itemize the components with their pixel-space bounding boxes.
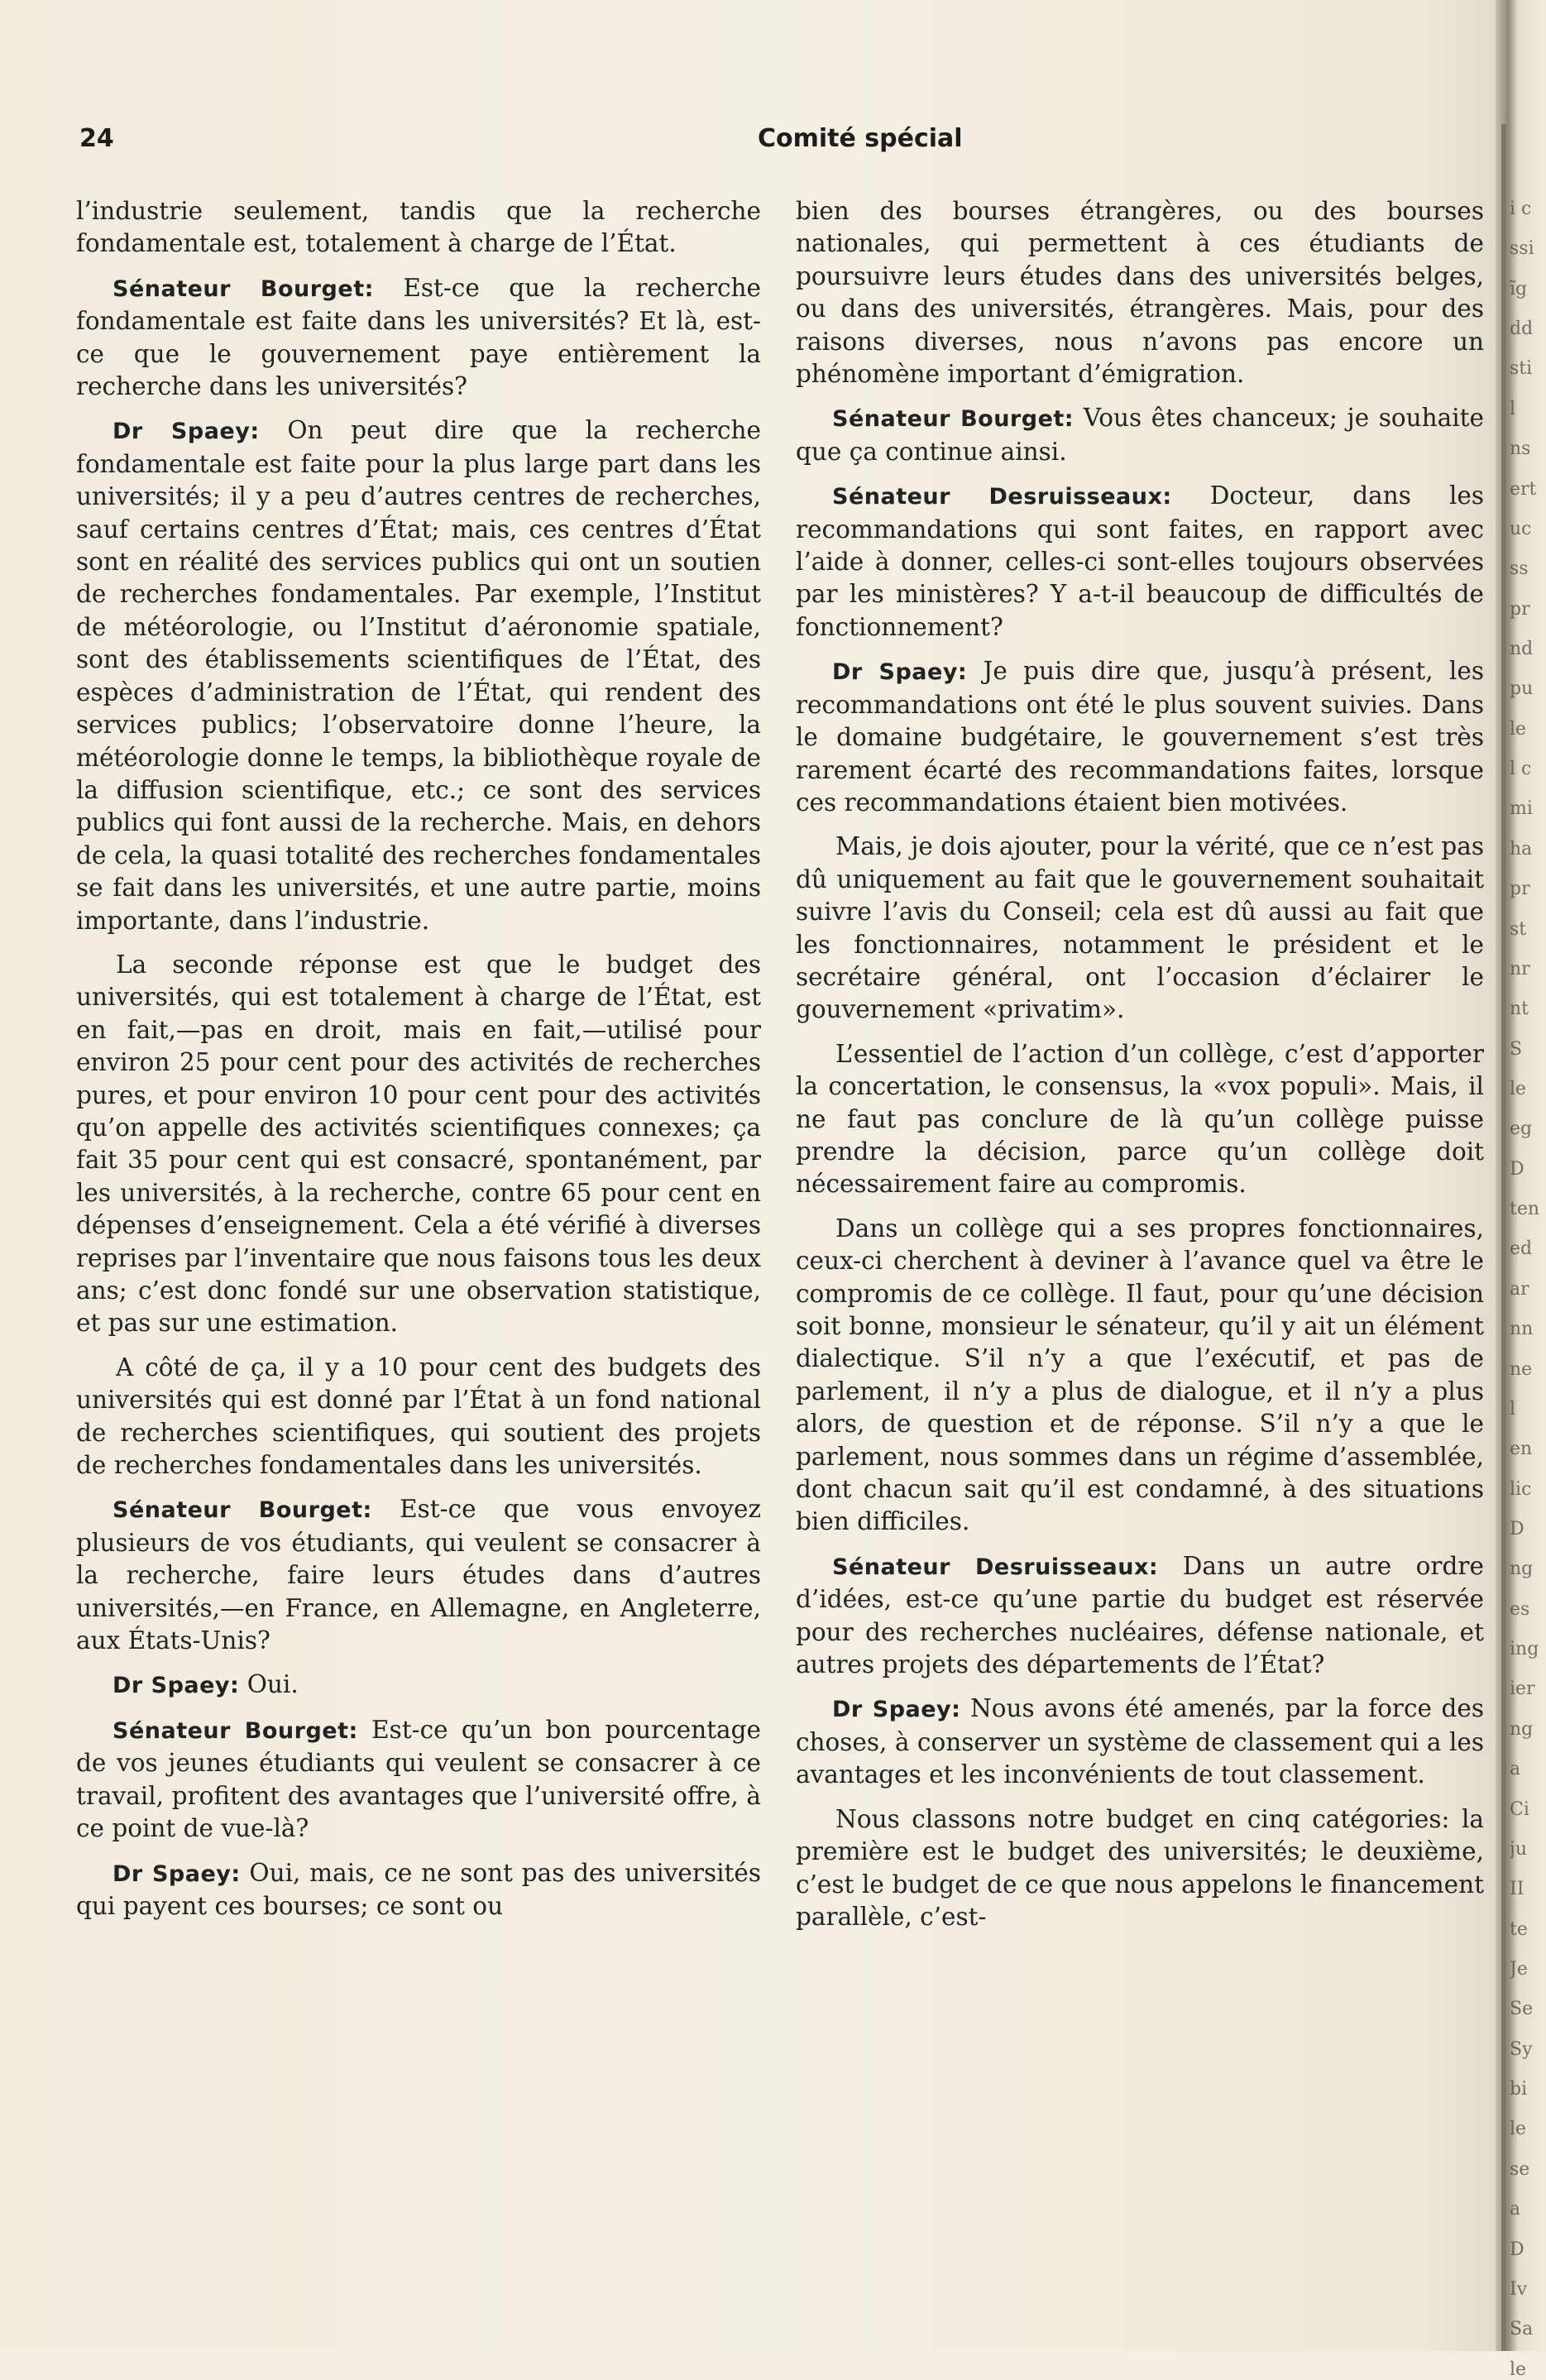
paragraph-text: A côté de ça, il y a 10 pour cent des budgets des universités qui est donné par l’État à un fond national de recherches scientifiques, qui soutient des projets de recherches fondamentales dans les universités. <box>76 1353 761 1480</box>
binding-fragment: le <box>1510 1079 1527 1099</box>
binding-fragment: ss <box>1510 558 1529 580</box>
speaker-name: Dr Spaey: <box>112 419 260 445</box>
left-column <box>76 195 761 1934</box>
running-title: Comité spécial <box>758 124 963 153</box>
page-edge-shadow <box>1501 124 1506 2351</box>
paragraph <box>76 272 761 404</box>
binding-fragment: ju <box>1510 1838 1527 1860</box>
binding-fragment: ert <box>1510 478 1537 500</box>
paragraph <box>796 402 1484 468</box>
speaker-name: Dr Spaey: <box>112 1860 241 1887</box>
binding-fragment: Sy <box>1510 2038 1533 2060</box>
binding-fragment: lic <box>1510 1478 1532 1500</box>
paragraph-text: Dans un autre ordre d’idées, est-ce qu’une partie du budget est réservée pour des recherches nucléaires, défense nationale, et autres projets des départements de l’État? <box>796 1551 1484 1679</box>
paragraph-text: Vous êtes chanceux; je souhaite que ça continue ainsi. <box>796 404 1484 466</box>
paragraph-text: Est-ce que la recherche fondamentale est faite dans les universités? Et là, est-ce que le gouvernement paye entièrement la recherche dans les universités? <box>76 273 761 401</box>
speaker-name: Dr Spaey: <box>832 659 968 686</box>
binding-fragment: sti <box>1510 358 1533 380</box>
binding-fragment: l <box>1510 1398 1516 1420</box>
speaker-name: Sénateur Bourget: <box>112 275 374 302</box>
paragraph <box>796 1038 1484 1201</box>
binding-fragment: se <box>1510 2158 1530 2180</box>
paragraph-text: Est-ce que vous envoyez plusieurs de vos étudiants, qui veulent se consacrer à la recherche, faire leurs études dans d’autres universités,—en France, en Allemagne, en Angleterre, aux États-Unis? <box>76 1495 761 1655</box>
paragraph-text: Je puis dire que, jusqu’à présent, les recommandations ont été le plus souvent suivies. Dans le domaine budgétaire, le gouvernement s’est très rarement écarté des recommandations faites, lorsque ces recommandations étaient bien motivées. <box>796 657 1484 816</box>
paragraph-text: Oui, mais, ce ne sont pas des universités qui payent ces bourses; ce sont ou <box>76 1858 761 1920</box>
binding-fragment: D <box>1510 2239 1524 2260</box>
paragraph-text: Docteur, dans les recommandations qui sont faites, en rapport avec l’aide à donner, celles-ci sont-elles toujours observées par les ministères? Y a-t-il beaucoup de difficultés de fonctionnement? <box>796 481 1484 641</box>
speaker-name: Dr Spaey: <box>112 1673 240 1699</box>
binding-fragment: D <box>1510 1158 1524 1180</box>
binding-fragment: Se <box>1510 1999 1534 2020</box>
paragraph <box>76 1714 761 1846</box>
paragraph <box>76 1857 761 1923</box>
binding-fragment: ng <box>1510 1718 1534 1740</box>
binding-fragment: nt <box>1510 998 1529 1020</box>
paragraph <box>76 1493 761 1657</box>
binding-fragment: mi <box>1510 798 1533 820</box>
paragraph-text: On peut dire que la recherche fondamentale est faite pour la plus large part dans les universités; il y a peu d’autres centres de recherches, sauf certains centres d’État; mais, ces centres d’État sont en réalité des services publics qui ont un soutien de recherches fondamentales. Par exemple, l’Institut de météorologie, ou l’Institut d’aéronomie spatiale, sont des établissements scientifiques de l’État, des espèces d’administration de l’État, qui rendent des services publics; l’observatoire donne l’heure, la météorologie donne le temps, la bibliothèque royale de la diffusion scientifique, etc.; ce sont des services publics qui font aussi de la recherche. Mais, en dehors de cela, la quasi totalité des recherches fondamentales se fait dans les universités, et une autre partie, moins importante, dans l’industrie. <box>76 416 761 935</box>
binding-fragment: Iv <box>1510 2278 1528 2300</box>
binding-fragment: Sa <box>1510 2319 1534 2340</box>
binding-fragment: Ci <box>1510 1798 1529 1820</box>
paragraph-text: Nous avons été amenés, par la force des choses, à conserver un système de classement qui a les avantages et les inconvénients de tout classement. <box>796 1694 1484 1789</box>
binding-fragment: bi <box>1510 2079 1528 2100</box>
binding-fragment: dd <box>1510 318 1534 340</box>
binding-fragment: le <box>1510 2358 1527 2380</box>
binding-fragment: D <box>1510 1519 1524 1540</box>
paragraph <box>796 1693 1484 1791</box>
binding-fragment: a <box>1510 1759 1521 1780</box>
paragraph <box>76 195 761 261</box>
paragraph <box>796 195 1484 390</box>
binding-fragment: Je <box>1510 1959 1528 1980</box>
paragraph <box>796 1550 1484 1682</box>
paragraph-text: La seconde réponse est que le budget des universités, qui est totalement à charge de l’État, est en fait,—pas en droit, mais en fait,—utilisé pour environ 25 pour cent pour des activités de recherches pures, et pour environ 10 pour cent pour des activités qu’on appelle des activités scientifiques connexes; ça fait 35 pour cent qui est consacré, spontanément, par les universités, à la recherche, contre 65 pour cent en dépenses d’enseignement. Cela a été vérifié à diverses reprises par l’inventaire que nous faisons tous les deux ans; c’est donc fondé sur une observation statistique, et pas sur une estimation. <box>76 950 761 1338</box>
paragraph-text: Mais, je dois ajouter, pour la vérité, que ce n’est pas dû uniquement au fait que le gouvernement souhaitait suivre l’avis du Conseil; cela est dû aussi au fait que les fonctionnaires, notamment le président et le secrétaire général, ont l’occasion d’éclairer le gouvernement «privatim». <box>796 832 1484 1024</box>
page-number: 24 <box>79 124 114 153</box>
right-column <box>796 195 1484 1945</box>
binding-fragment: ten <box>1510 1199 1540 1220</box>
binding-fragment: st <box>1510 918 1527 940</box>
paragraph <box>76 949 761 1340</box>
speaker-name: Sénateur Bourget: <box>832 406 1075 433</box>
paragraph <box>796 655 1484 819</box>
binding-fragment: pr <box>1510 598 1530 620</box>
binding-fragment: ssi <box>1510 238 1534 260</box>
paragraph-text: Oui. <box>246 1670 299 1699</box>
binding-fragment: pu <box>1510 678 1534 700</box>
page-header <box>79 124 1486 157</box>
paragraph <box>76 1352 761 1482</box>
binding-fragment: ng <box>1510 1559 1534 1580</box>
binding-fragment: nd <box>1510 639 1534 659</box>
binding-fragment: le <box>1510 2119 1527 2140</box>
binding-fragment: ne <box>1510 1358 1533 1380</box>
speaker-name: Sénateur Desruisseaux: <box>832 1554 1159 1580</box>
binding-fragment: ar <box>1510 1278 1529 1300</box>
paragraph-text: Est-ce qu’un bon pourcentage de vos jeunes étudiants qui veulent se consacrer à ce travail, profitent des avantages que l’université offre, à ce point de vue-là? <box>76 1715 761 1843</box>
binding-fragment: ed <box>1510 1238 1533 1260</box>
binding-fragment: nr <box>1510 958 1530 979</box>
binding-fragment: ier <box>1510 1678 1535 1700</box>
binding-fragment: ns <box>1510 438 1531 460</box>
binding-fragment: te <box>1510 1918 1528 1940</box>
binding-fragment: eg <box>1510 1118 1533 1140</box>
binding-fragment: le <box>1510 718 1527 740</box>
binding-fragment: uc <box>1510 518 1532 539</box>
paragraph <box>76 1669 761 1702</box>
paragraph <box>796 1213 1484 1539</box>
speaker-name: Sénateur Bourget: <box>112 1717 358 1744</box>
speaker-name: Dr Spaey: <box>832 1697 961 1723</box>
binding-fragment: II <box>1510 1879 1524 1900</box>
paragraph-text: l’industrie seulement, tandis que la recherche fondamentale est, totalement à charge de l’État. <box>76 197 761 258</box>
binding-fragment: S <box>1510 1038 1523 1060</box>
paragraph-text: L’essentiel de l’action d’un collège, c’est d’apporter la concertation, le consensus, la «vox populi». Mais, il ne faut pas conclure de là qu’un collège puisse prendre la décision, parce qu’un collège doit nécessairement faire au compromis. <box>796 1039 1484 1199</box>
binding-fragment: l <box>1510 398 1516 419</box>
paragraph-text: Dans un collège qui a ses propres fonctionnaires, ceux-ci cherchent à deviner à l’avance quel va être le compromis de ce collège. Il faut, pour qu’une décision soit bonne, monsieur le sénateur, qu’il y ait un élément dialectique. S’il n’y a que l’exécutif, et pas de parlement, il n’y a plus de dialogue, et il n’y a plus alors, de question et de réponse. S’il n’y a que le parlement, nous sommes dans un régime d’assemblée, dont chacun sait qu’il est condamné, à des situations bien difficiles. <box>796 1214 1484 1536</box>
binding-fragment: ing <box>1510 1639 1539 1660</box>
binding-fragment: l c <box>1510 759 1532 780</box>
speaker-name: Sénateur Bourget: <box>112 1497 372 1524</box>
paragraph <box>796 480 1484 644</box>
paragraph <box>76 414 761 937</box>
binding-fragment: en <box>1510 1439 1533 1460</box>
speaker-name: Sénateur Desruisseaux: <box>832 484 1172 510</box>
binding-fragment: i c <box>1510 199 1532 219</box>
paragraph <box>796 831 1484 1026</box>
paragraph-text: bien des bourses étrangères, ou des bourses nationales, qui permettent à ces étudiants de poursuivre leurs études dans des universités belges, ou dans des universités, étrangères. Mais, pour des raisons diverses, nous n’avons pas encore un phénomène important d’émigration. <box>796 197 1484 389</box>
binding-fragment: a <box>1510 2199 1521 2220</box>
paragraph <box>796 1803 1484 1934</box>
binding-fragment: ha <box>1510 838 1533 860</box>
binding-fragment: es <box>1510 1598 1530 1620</box>
binding-fragment: nn <box>1510 1319 1534 1340</box>
paragraph-text: Nous classons notre budget en cinq catégories: la première est le budget des universités; le deuxième, c’est le budget de ce que nous appelons le financement parallèle, c’est- <box>796 1804 1484 1931</box>
binding-fragment: ĩg <box>1510 278 1528 299</box>
binding-fragment: pr <box>1510 879 1530 900</box>
